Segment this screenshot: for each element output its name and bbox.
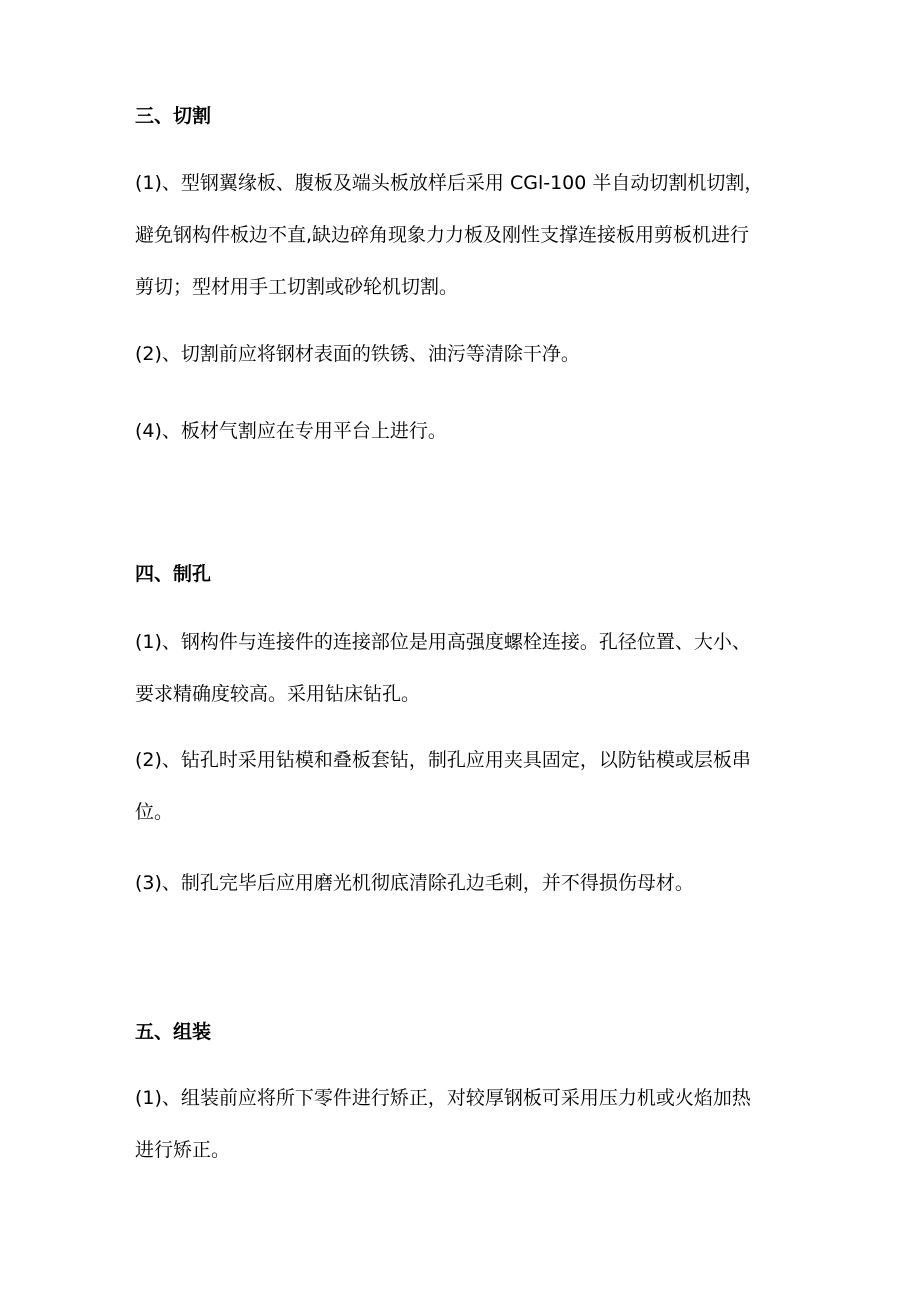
text-line: 避免钢构件板边不直,缺边碎角现象力力板及刚性支撑连接板用剪板机进行 — [135, 224, 750, 246]
text-line: (4)、板材气割应在专用平台上进行。 — [135, 420, 447, 442]
text-line: (1)、钢构件与连接件的连接部位是用高强度螺栓连接。孔径位置、大小、 — [135, 631, 751, 653]
paragraph-cutting-1 — [135, 157, 795, 313]
paragraph-drilling-3 — [135, 857, 795, 909]
text-line: (2)、钻孔时采用钻模和叠板套钻，制孔应用夹具固定，以防钻模或层板串 — [135, 749, 751, 771]
section-heading-drilling: 四、制孔 — [135, 563, 212, 585]
text-line: (1)、组装前应将所下零件进行矫正，对较厚钢板可采用压力机或火焰加热 — [135, 1087, 751, 1109]
section-heading-assembly: 五、组装 — [135, 1021, 212, 1043]
text-line: (2)、切割前应将钢材表面的铁锈、油污等清除干净。 — [135, 343, 580, 365]
paragraph-drilling-1 — [135, 616, 795, 720]
text-line: 进行矫正。 — [135, 1139, 231, 1161]
paragraph-drilling-2 — [135, 734, 795, 838]
text-line: 位。 — [135, 801, 174, 823]
text-line: 要求精确度较高。采用钻床钻孔。 — [135, 683, 421, 705]
text-line: (3)、制孔完毕后应用磨光机彻底清除孔边毛刺，并不得损伤母材。 — [135, 872, 694, 894]
text-line: 剪切；型材用手工切割或砂轮机切割。 — [135, 276, 459, 298]
section-heading-cutting: 三、切割 — [135, 105, 212, 127]
paragraph-assembly-1 — [135, 1072, 795, 1176]
paragraph-cutting-2 — [135, 328, 795, 380]
paragraph-cutting-4 — [135, 405, 795, 457]
text-line: (1)、型钢翼缘板、腹板及端头板放样后采用 CGl-100 半自动切割机切割， — [135, 172, 764, 194]
